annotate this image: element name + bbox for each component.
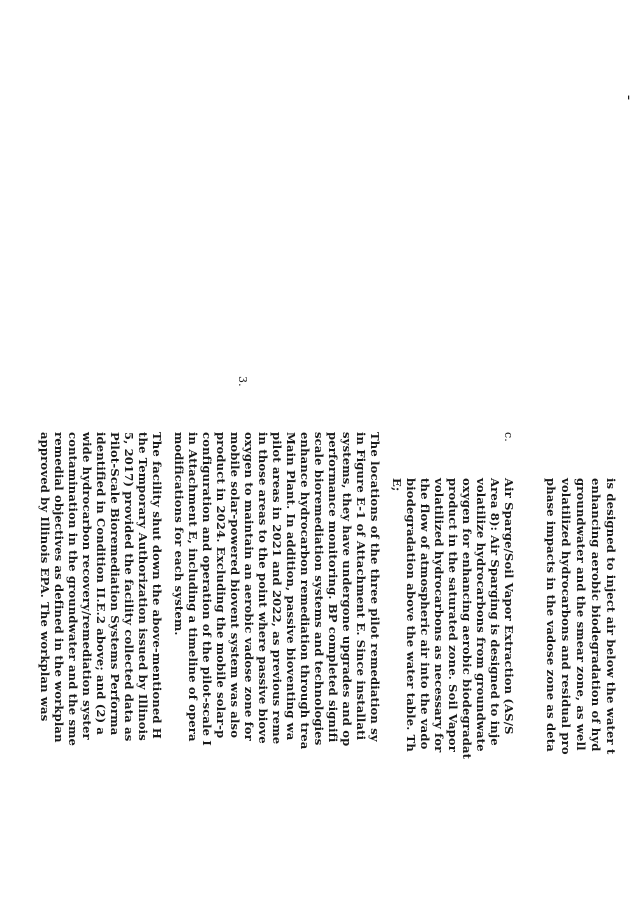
pilot-para-line: product in 2024. Excluding the mobile solar-p — [214, 432, 228, 739]
item-3-line: remedial objectives as defined in the workplan — [52, 432, 66, 743]
block-c-line: E; — [390, 478, 404, 492]
item-3-line: Pilot-Scale Bioremediation Systems Performa — [108, 432, 122, 736]
item-3-line: The facility shut down the above-mentioned H — [150, 432, 164, 739]
pilot-para-line: systems, they have undergone upgrades and op — [340, 432, 354, 747]
pilot-para-line: in Figure E-1 of Attachment E. Since installati — [354, 432, 368, 741]
block-c-line: volatilized hydrocarbons as necessary for — [432, 478, 446, 753]
pilot-para-line: performance monitoring. BP completed signifi — [326, 432, 340, 743]
block-b-line: phase impacts in the vadose zone as deta — [544, 478, 558, 752]
pilot-para-line: Main Plant. In addition, passive bioventing wa — [284, 432, 298, 741]
block-c-line: biodegradation above the water table. Th — [404, 478, 418, 752]
pilot-para-line: pilot areas in 2021 and 2022, as previous reme — [270, 432, 284, 745]
block-c-line: product in the saturated zone. Soil Vapor — [446, 478, 460, 753]
pilot-para-line: in those areas to the point where passive biove — [256, 432, 270, 744]
pilot-para-line: configuration and operation of the pilot-scale I — [200, 432, 214, 746]
item-marker-c: c. — [502, 432, 515, 442]
scan-mark: – — [623, 95, 634, 101]
block-b-line: enhancing aerobic biodegradation of hyd — [589, 478, 603, 752]
pilot-para-line: modifications for each system. — [172, 432, 186, 636]
block-b-line: volatilized hydrocarbons and residual pro — [559, 478, 573, 755]
pilot-para-line: enhance hydrocarbon remediation through trea — [298, 432, 312, 750]
item-3-line: wide hydrocarbon recovery/remediation syster — [80, 432, 94, 740]
block-c-line: the flow of atmospheric air into the vado — [418, 478, 432, 750]
pilot-para-line: in Attachment E, including a timeline of opera — [186, 432, 200, 742]
pilot-para-line: The locations of the three pilot remediation sy — [368, 432, 382, 742]
item-3-line: approved by Illinois EPA. The workplan was — [38, 432, 52, 722]
rotated-text-block — [38, 0, 634, 900]
block-b-line: groundwater and the smear zone, as well — [574, 478, 588, 751]
block-c-line: oxygen for enhancing aerobic biodegradat — [460, 478, 474, 760]
block-b-line: is designed to inject air below the water t — [604, 478, 618, 755]
item-3-line: identified in Condition II.E.2 above; and (2) a — [94, 432, 108, 736]
item-3-line: the Temporary Authorization issued by Illinois — [136, 432, 150, 741]
pilot-para-line: scale bioremediation systems and technologies — [312, 432, 326, 746]
block-c-line: volatilize hydrocarbons from groundwate — [474, 478, 488, 752]
item-marker-3: 3. — [236, 376, 249, 387]
item-3-line: contamination in the groundwater and the sme — [66, 432, 80, 747]
block-c-line: Air Sparge/Soil Vapor Extraction (AS/S — [502, 478, 516, 735]
pilot-para-line: oxygen to maintain an aerobic vadose zone for — [242, 432, 256, 741]
block-c-line: Area 8): Air Sparging is designed to inje — [488, 478, 502, 746]
pilot-para-line: mobile solar-powered biovent system was also — [228, 432, 242, 739]
item-3-line: 5, 2017) provided the facility collected data as — [122, 432, 136, 742]
